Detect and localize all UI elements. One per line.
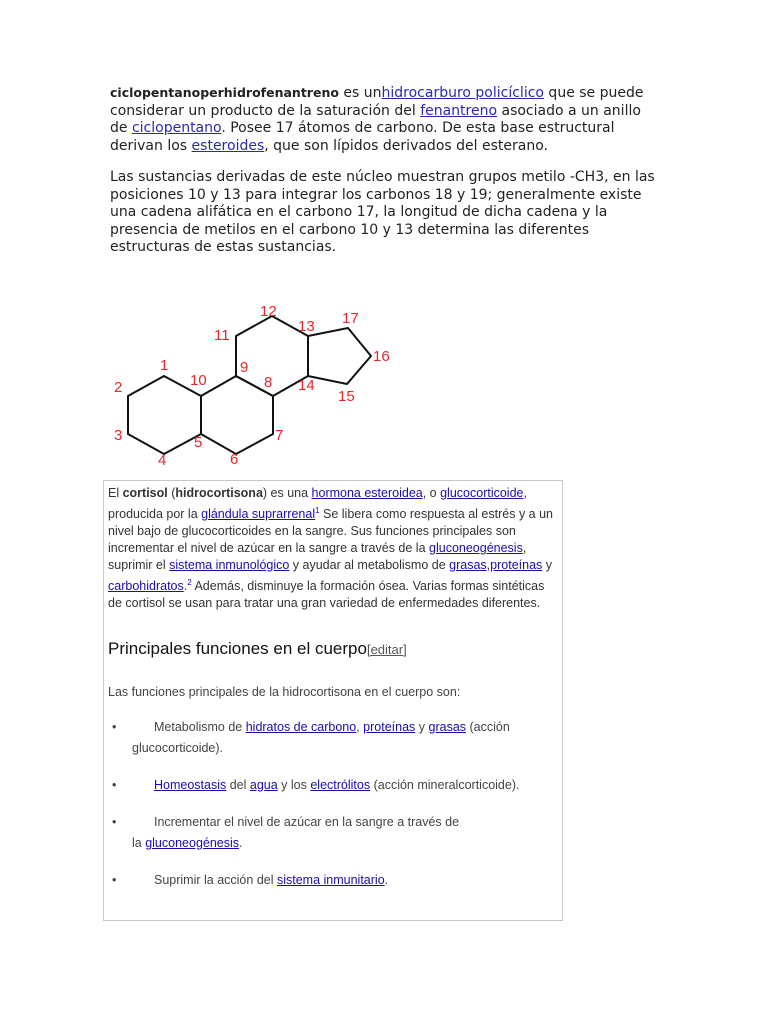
atom-label-8: 8 bbox=[264, 374, 273, 391]
text: . bbox=[384, 873, 389, 887]
atom-label-17: 17 bbox=[342, 310, 359, 327]
text: Suprimir la acción del bbox=[154, 873, 277, 887]
text: es un bbox=[338, 85, 382, 101]
link-proteinas[interactable]: proteínas bbox=[490, 558, 543, 573]
term-hidrocortisona: hidrocortisona bbox=[175, 486, 263, 500]
link-proteinas-2[interactable]: proteínas bbox=[363, 720, 416, 734]
text: El bbox=[108, 486, 123, 500]
text: y bbox=[415, 720, 429, 734]
text: que se puede considerar un producto de la saturación del bbox=[110, 85, 644, 119]
edit-bracket-close: ] bbox=[403, 642, 407, 657]
bullet-icon: • bbox=[112, 720, 117, 734]
text: ( bbox=[167, 486, 176, 500]
link-grasas[interactable]: grasas bbox=[449, 558, 487, 573]
atom-label-14: 14 bbox=[298, 377, 315, 394]
link-hidrocarburo-policiclico[interactable]: hidrocarburo policíclico bbox=[381, 85, 544, 101]
bullet-icon: • bbox=[112, 873, 117, 887]
text: Metabolismo de bbox=[154, 720, 246, 734]
link-carbohidratos[interactable]: carbohidratos bbox=[108, 579, 184, 594]
text: (acción mineralcorticoide). bbox=[370, 778, 520, 792]
link-sistema-inmunologico[interactable]: sistema inmunológico bbox=[169, 558, 290, 573]
text bbox=[108, 775, 548, 796]
atom-label-13: 13 bbox=[298, 318, 315, 335]
list-item bbox=[108, 812, 548, 854]
section-heading bbox=[108, 639, 407, 659]
text: y bbox=[542, 558, 553, 573]
text: . bbox=[239, 836, 243, 850]
text: , o bbox=[422, 486, 441, 500]
link-gluconeogenesis[interactable]: gluconeogénesis bbox=[429, 541, 523, 556]
text: (acción bbox=[466, 720, 510, 734]
atom-label-4: 4 bbox=[158, 452, 167, 469]
text: Además, disminuye la formación ósea. Varias formas sintéticas de cortisol se usan para tratar una gran variedad de enfermedades diferentes. bbox=[108, 579, 545, 611]
atom-label-15: 15 bbox=[338, 388, 355, 405]
atom-label-5: 5 bbox=[194, 434, 203, 451]
edit-bracket-open: [ bbox=[366, 642, 371, 657]
atom-label-9: 9 bbox=[240, 359, 249, 376]
atom-label-12: 12 bbox=[260, 303, 277, 320]
atom-label-6: 6 bbox=[230, 451, 239, 468]
link-glucocorticoide[interactable]: glucocorticoide bbox=[440, 486, 524, 500]
text: glucocorticoide). bbox=[132, 741, 224, 755]
bullet-icon: • bbox=[112, 778, 117, 792]
text: del bbox=[226, 778, 250, 792]
atom-label-11: 11 bbox=[214, 327, 230, 344]
cortisol-paragraph bbox=[108, 485, 560, 612]
link-agua[interactable]: agua bbox=[249, 778, 278, 792]
atom-label-16: 16 bbox=[373, 348, 390, 365]
intro-paragraph-2: Las sustancias derivadas de este núcleo muestran grupos metilo -CH3, en las posiciones 10 y 13 para integrar los carbonos 18 y 19; generalmente existe una cadena alifática en el carbono 17, la longitud de dicha cadena y la presencia de metilos en el carbono 10 y 13 determina las diferentes estructuras de estas sustancias. bbox=[110, 169, 655, 255]
text bbox=[108, 833, 548, 854]
text: ) es una bbox=[262, 486, 312, 500]
cortisol-info-box bbox=[103, 480, 563, 921]
atom-label-10: 10 bbox=[190, 372, 207, 389]
text: . Posee 17 átomos de carbono. De esta base estructural derivan los bbox=[110, 120, 615, 154]
text bbox=[108, 870, 548, 891]
atom-label-3: 3 bbox=[114, 427, 123, 444]
link-hormona-esteroidea[interactable]: hormona esteroidea bbox=[311, 486, 423, 500]
link-glandula-suprarrenal[interactable]: glándula suprarrenal bbox=[201, 507, 316, 522]
term-cortisol: cortisol bbox=[122, 486, 168, 500]
text: Se libera como respuesta al estrés y a un nivel bajo de glucocorticoides en la sangre. Sus funciones principales son incrementar el nivel de azúcar en la sangre a través de la bbox=[108, 507, 554, 556]
link-homeostasis[interactable]: Homeostasis bbox=[154, 778, 227, 792]
section-intro: Las funciones principales de la hidrocortisona en el cuerpo son: bbox=[108, 685, 461, 699]
atom-label-2: 2 bbox=[114, 379, 123, 396]
list-item bbox=[108, 775, 548, 796]
text: , suprimir el bbox=[108, 541, 527, 573]
text: . bbox=[183, 579, 188, 594]
text: , que son lípidos derivados del esterano. bbox=[264, 137, 548, 154]
section-title: Principales funciones en el cuerpo bbox=[108, 639, 367, 658]
intro-text bbox=[110, 84, 658, 271]
link-electrolitos[interactable]: electrólitos bbox=[310, 778, 371, 792]
reference-1[interactable]: 1 bbox=[315, 506, 320, 515]
text: asociado a un anillo de bbox=[110, 102, 641, 136]
link-ciclopentano[interactable]: ciclopentano bbox=[131, 120, 222, 136]
reference-2[interactable]: 2 bbox=[187, 578, 192, 588]
intro-paragraph-1 bbox=[110, 84, 658, 155]
link-esteroides[interactable]: esteroides bbox=[191, 137, 265, 154]
bullet-icon: • bbox=[112, 815, 117, 829]
link-fenantreno[interactable]: fenantreno bbox=[420, 102, 498, 119]
link-sistema-inmunitario[interactable]: sistema inmunitario bbox=[276, 873, 385, 887]
link-grasas-2[interactable]: grasas bbox=[428, 720, 467, 734]
list-item bbox=[108, 717, 548, 759]
text bbox=[108, 717, 548, 738]
text: y ayudar al metabolismo de bbox=[289, 558, 450, 573]
link-gluconeogenesis-2[interactable]: gluconeogénesis bbox=[145, 836, 240, 850]
text: , bbox=[486, 558, 491, 573]
text: , bbox=[356, 720, 364, 734]
text: y los bbox=[277, 778, 311, 792]
atom-label-1: 1 bbox=[160, 357, 169, 374]
atom-label-7: 7 bbox=[275, 427, 284, 444]
steroid-skeleton-diagram bbox=[100, 290, 420, 470]
text: la bbox=[132, 836, 146, 850]
text: Incrementar el nivel de azúcar en la sangre a través de bbox=[154, 815, 460, 829]
text: , producida por la bbox=[108, 486, 527, 522]
term-ciclopentanoperhidrofenantreno: ciclopentanoperhidrofenantreno bbox=[110, 85, 339, 100]
edit-link[interactable]: editar bbox=[370, 642, 404, 657]
link-hidratos-de-carbono[interactable]: hidratos de carbono bbox=[245, 720, 357, 734]
list-item bbox=[108, 870, 548, 891]
